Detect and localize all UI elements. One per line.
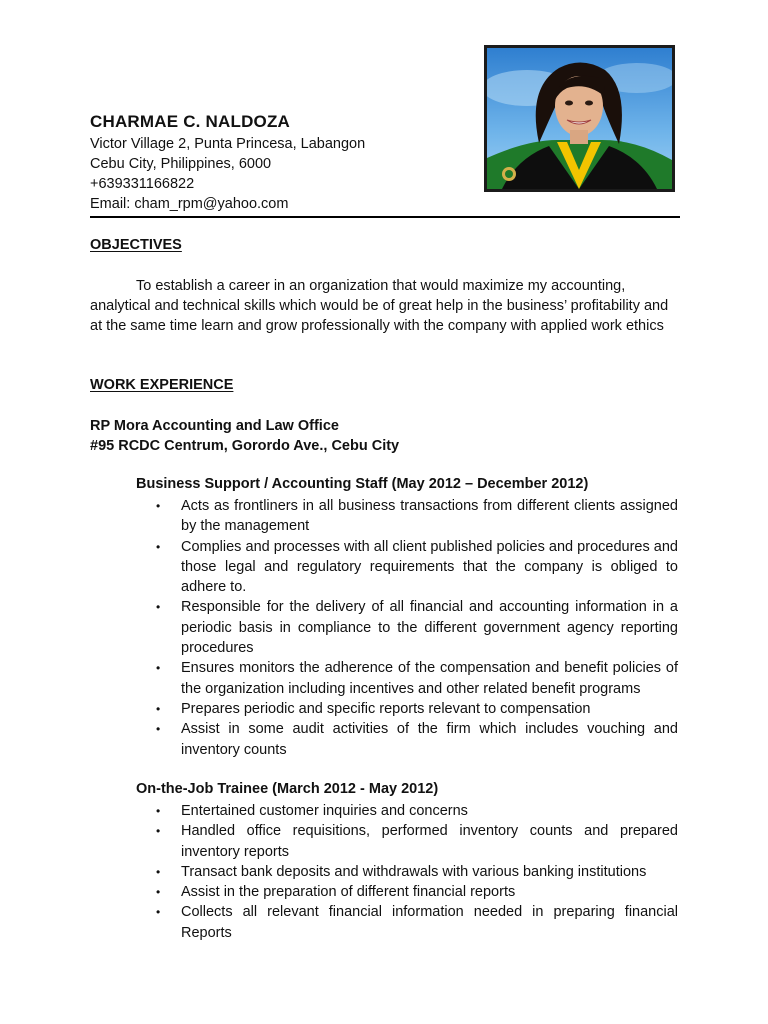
portrait-illustration [487, 48, 672, 189]
objectives-heading: OBJECTIVES [90, 237, 182, 253]
address-line-1: Victor Village 2, Punta Princesa, Labangon [90, 136, 366, 152]
address-line-2: Cebu City, Philippines, 6000 [90, 156, 272, 172]
bullet-icon: • [156, 539, 161, 554]
company-address: #95 RCDC Centrum, Gorordo Ave., Cebu City [90, 438, 400, 454]
list-item: • Collects all relevant financial information needed in preparing financial Reports [156, 904, 678, 941]
profile-photo [484, 45, 675, 192]
bullet-icon: • [156, 499, 161, 513]
list-item: • Assist in the preparation of different financial reports [136, 882, 678, 902]
list-item: • Responsible for the delivery of all financial and accounting information in a periodic basis in compliance to the different government agency reporting procedures [156, 599, 678, 657]
bullet-icon: • [156, 661, 161, 676]
list-item: • Ensures monitors the adherence of the compensation and benefit policies of the organization including incentives and other related benefit programs [156, 660, 678, 697]
email-address: Email: cham_rpm@yahoo.com [90, 196, 289, 212]
list-item: • Prepares periodic and specific reports relevant to compensation [136, 699, 678, 719]
phone-number: +639331166822 [90, 176, 195, 192]
list-item: • Acts as frontliners in all business transactions from different clients assigned by the management [156, 498, 678, 535]
list-item: • Assist in some audit activities of the firm which includes vouching and inventory counts [156, 721, 678, 758]
contact-block [90, 134, 365, 214]
bullet-icon: • [156, 864, 161, 879]
bullet-icon: • [156, 885, 161, 900]
role-title-accounting-staff: Business Support / Accounting Staff (May 2012 – December 2012) [136, 476, 589, 492]
role-title-ojt: On-the-Job Trainee (March 2012 - May 2012) [136, 781, 439, 797]
company-block [90, 416, 399, 456]
duties-list-accounting-staff [136, 496, 678, 760]
list-item: • Entertained customer inquiries and concerns [136, 801, 678, 821]
objective-text: To establish a career in an organization that would maximize my accounting, analytical and technical skills which would be of great help in the business’ profitability and at the same time learn and grow professionally with the company with applied work ethics [90, 278, 669, 334]
applicant-name: CHARMAE C. NALDOZA [90, 112, 291, 131]
list-item: • Handled office requisitions, performed inventory counts and prepared inventory reports [156, 823, 678, 860]
header-divider [90, 216, 680, 218]
bullet-icon: • [156, 824, 161, 839]
list-item: • Transact bank deposits and withdrawals with various banking institutions [136, 862, 678, 882]
bullet-icon: • [156, 905, 161, 920]
duties-list-ojt [136, 801, 678, 943]
bullet-icon: • [156, 600, 161, 615]
bullet-icon: • [156, 701, 161, 716]
bullet-icon: • [156, 722, 161, 737]
work-experience-heading: WORK EXPERIENCE [90, 377, 234, 393]
company-name: RP Mora Accounting and Law Office [90, 418, 339, 434]
objective-paragraph [90, 276, 678, 336]
list-item: • Complies and processes with all client published policies and procedures and those legal and regulatory requirements that the company is obliged to adhere to. [156, 538, 678, 596]
bullet-icon: • [156, 804, 161, 818]
